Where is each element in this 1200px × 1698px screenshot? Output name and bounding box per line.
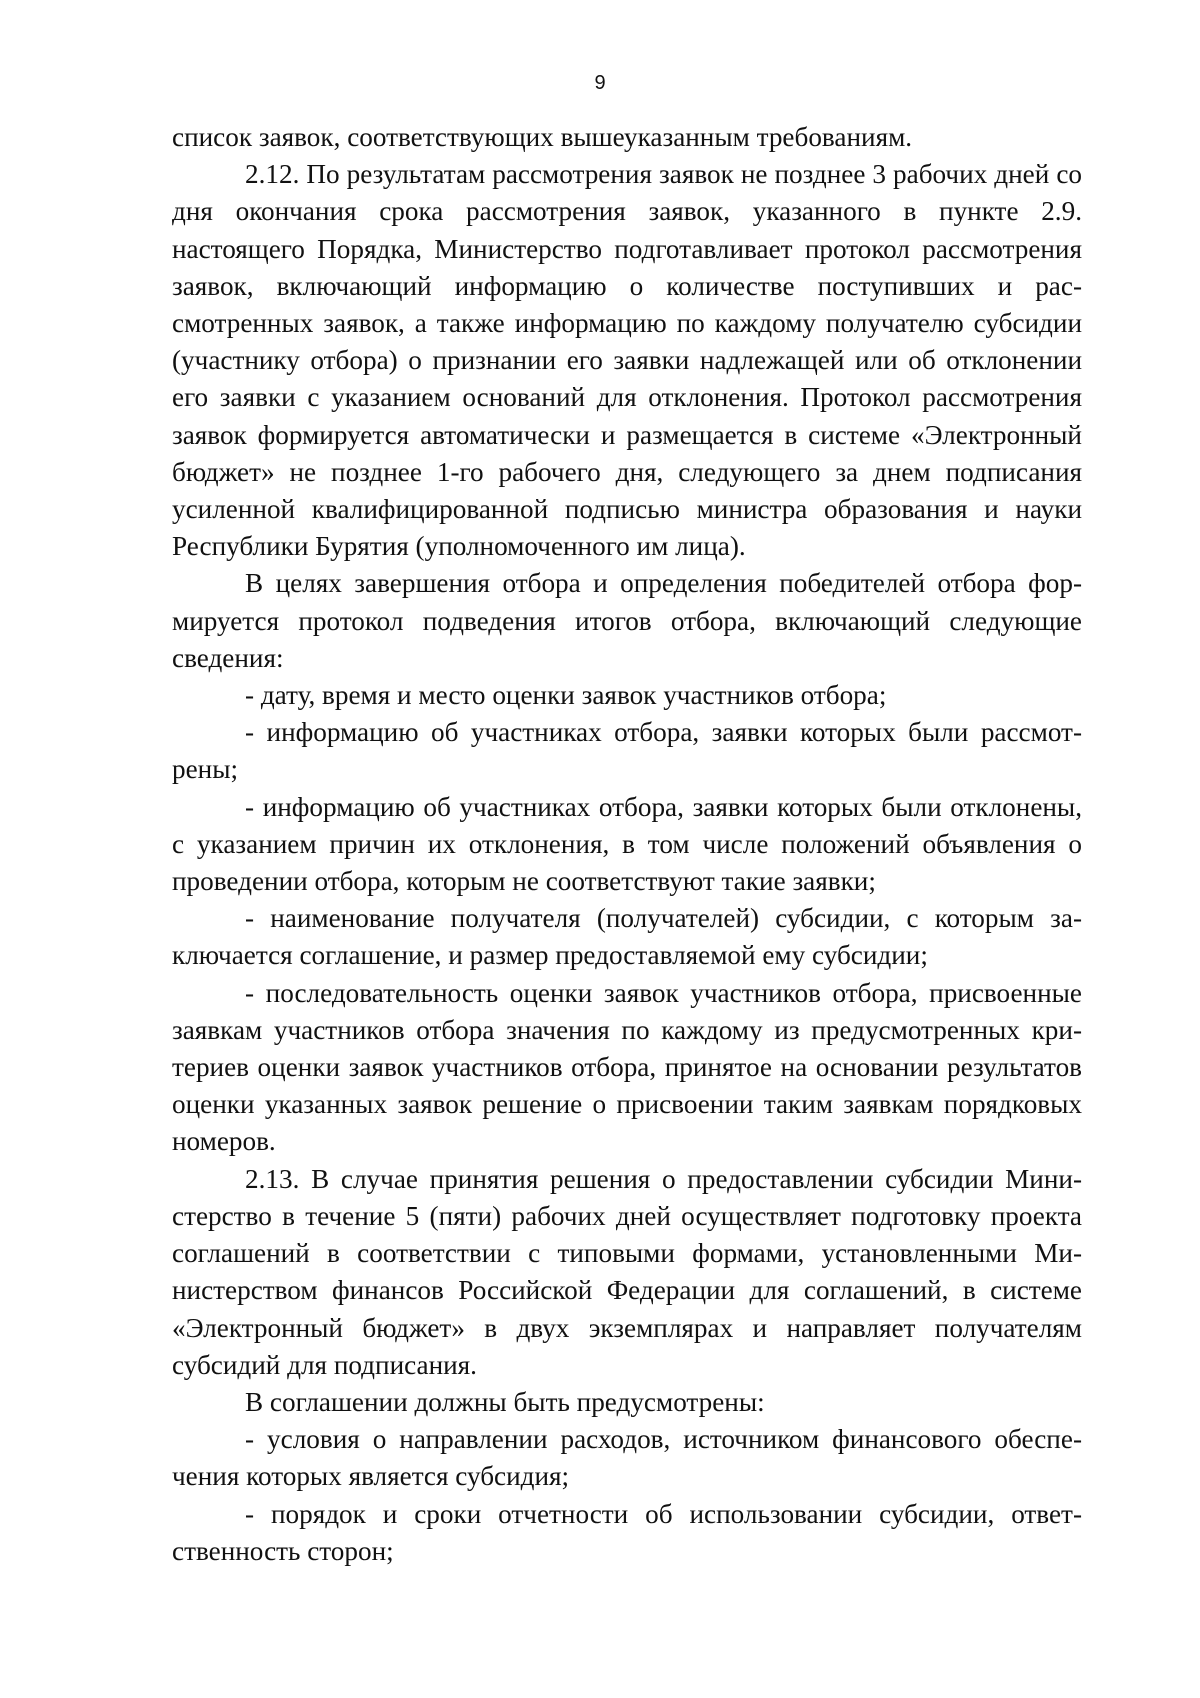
list-item: - дату, время и место оценки заявок участников отбора; [245,680,887,711]
list-item: - информацию об участниках отбора, заявки которых были отклонены, с указанием причин их отклонения, в том числе положений объявления о проведении отбора, которым не соответствуют такие заявки; [172,791,1082,897]
list-item: - последовательность оценки заявок участников отбора, присвоенные заявкам участников отбора значения по каждому из предусмотренных критериев оценки заявок участников отбора, принятое на основании результатов оценки указанных заявок решение о присвоении таким заявкам порядковых номеров. [172,977,1082,1157]
document-body [172,119,1082,1570]
paragraph: список заявок, соответствующих вышеуказанным требованиям. [172,122,913,152]
list-item: - информацию об участниках отбора, заявки которых были рассмотрены; [172,717,1082,785]
paragraph: В соглашении должны быть предусмотрены: [245,1386,765,1417]
page-number: 9 [594,72,606,94]
paragraph: В целях завершения отбора и определения победителей отбора формируется протокол подведения итогов отбора, включающий следующие сведения: [172,568,1082,673]
paragraph: 2.13. В случае принятия решения о предоставлении субсидии Министерство в течение 5 (пяти) рабочих дней осуществляет подготовку проекта соглашений в соответствии с типовыми формами, установленными Министерством финансов Российской Федерации для соглашений, в системе «Электронный бюджет» в двух экземплярах и направляет получателям субсидий для подписания. [172,1163,1082,1380]
list-item: - порядок и сроки отчетности об использовании субсидии, ответственность сторон; [172,1498,1082,1566]
paragraph: 2.12. По результатам рассмотрения заявок не позднее 3 рабочих дней со дня окончания срока рассмотрения заявок, указанного в пункте 2.9. настоящего Порядка, Министерство подготавливает протокол рассмотрения заявок, включающий информацию о количестве поступивших и рассмотренных заявок, а также информацию по каждому получателю субсидии (участнику отбора) о признании его заявки надлежащей или об отклонении его заявки с указанием оснований для отклонения. Протокол рассмотрения заявок формируется автоматически и размещается в системе «Электронный бюджет» не позднее 1-го рабочего дня, следующего за днем подписания усиленной квалифицированной подписью министра образования и науки Республики Бурятия (уполномоченного им лица). [172,159,1082,562]
list-item: - наименование получателя (получателей) субсидии, с которым заключается соглашение, и размер предоставляемой ему субсидии; [172,903,1082,971]
list-item: - условия о направлении расходов, источником финансового обеспечения которых является субсидия; [172,1424,1082,1492]
